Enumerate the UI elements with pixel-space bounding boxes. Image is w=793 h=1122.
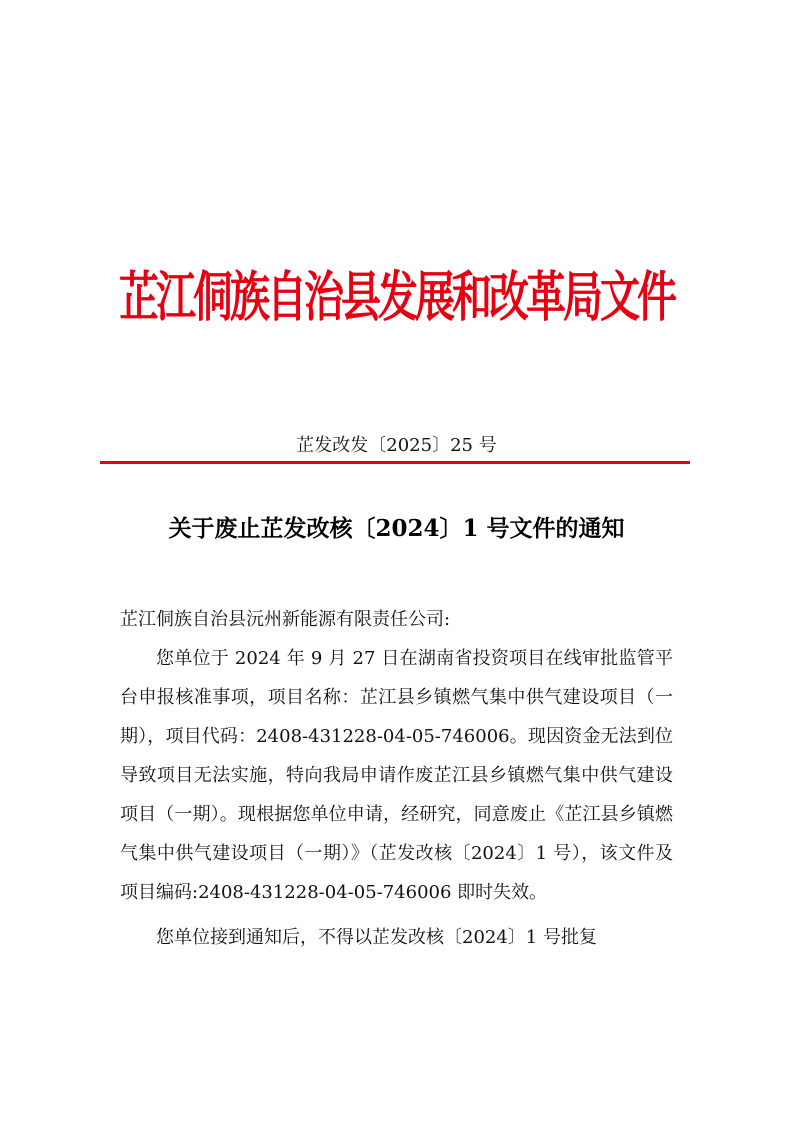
notice-title: 关于废止芷发改核〔2024〕1 号文件的通知	[168, 515, 625, 542]
body-paragraph: 您单位接到通知后，不得以芷发改核〔2024〕1 号批复	[156, 927, 597, 948]
red-divider-line	[100, 461, 690, 464]
addressee: 芷江侗族自治县沅州新能源有限责任公司:	[120, 609, 451, 630]
issuing-authority-header: 芷江侗族自治县发展和改革局文件	[119, 265, 674, 330]
body-paragraph: 您单位于 2024 年 9 月 27 日在湖南省投资项目在线审批监管平台申报核准事项，项目名称：芷江县乡镇燃气集中供气建设项目（一期），项目代码：2408-431228-04-05-746006。现因资金无法到位导致项目无法实施，特向我局申请作废芷江县乡镇燃气集中供气建设项目（一期）。现根据您单位申请，经研究，同意废止《芷江县乡镇燃气集中供气建设项目（一期）》（芷发改核〔2024〕1 号），该文件及项目编码:2408-431228-04-05-746006 即时失效。	[120, 648, 673, 903]
document-number: 芷发改发〔2025〕25 号	[296, 435, 497, 456]
document-body	[120, 600, 673, 957]
